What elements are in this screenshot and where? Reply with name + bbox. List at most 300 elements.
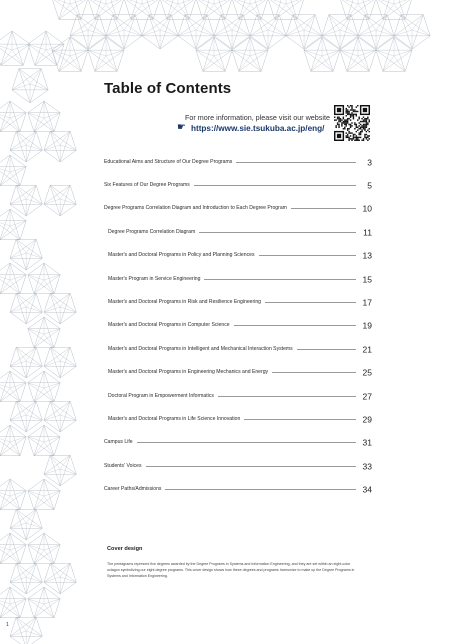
qr-module xyxy=(364,124,365,125)
qr-module xyxy=(364,127,365,128)
pentagon-motif xyxy=(44,347,76,378)
qr-module xyxy=(354,128,355,129)
pentagon-motif xyxy=(232,37,268,71)
qr-module xyxy=(367,122,368,123)
qr-module xyxy=(360,134,361,135)
qr-module xyxy=(348,128,349,129)
pentagon-motif xyxy=(10,185,42,216)
toc-entry-label: Master's and Doctoral Programs in Policy and Planning Sciences xyxy=(104,252,259,258)
toc-entry-page: 21 xyxy=(362,344,372,355)
pentagon-motif xyxy=(340,37,376,71)
qr-module xyxy=(361,125,362,126)
qr-module xyxy=(353,118,354,119)
pentagon-motif xyxy=(0,209,26,240)
qr-module xyxy=(353,137,354,138)
pentagon-motif xyxy=(0,263,26,294)
qr-module xyxy=(369,135,370,136)
pointing-hand-icon: ☛ xyxy=(177,122,186,133)
qr-module xyxy=(361,118,362,119)
pentagon-motif xyxy=(52,0,88,19)
pentagon-motif xyxy=(376,0,412,19)
qr-module xyxy=(366,131,367,132)
qr-module xyxy=(347,119,348,120)
qr-module xyxy=(356,137,357,138)
toc-entry[interactable] xyxy=(104,477,372,500)
pentagon-motif xyxy=(232,0,268,19)
website-url-link[interactable]: https://www.sie.tsukuba.ac.jp/eng/ xyxy=(190,123,325,133)
qr-module xyxy=(366,138,367,139)
toc-entry[interactable] xyxy=(104,173,372,196)
qr-module xyxy=(356,140,357,141)
qr-module xyxy=(354,124,355,125)
qr-module xyxy=(363,140,364,141)
qr-module xyxy=(367,124,368,125)
toc-entry[interactable] xyxy=(104,407,372,430)
qr-module xyxy=(366,118,367,119)
toc-entry[interactable] xyxy=(104,337,372,360)
toc-entry-page: 25 xyxy=(362,367,372,378)
qr-module xyxy=(351,109,352,110)
qr-module xyxy=(347,137,348,138)
toc-entry-label: Educational Aims and Structure of Our Degree Programs xyxy=(104,159,236,165)
qr-module xyxy=(358,125,359,126)
pentagon-motif xyxy=(358,15,394,49)
pentagon-motif xyxy=(106,15,142,49)
cover-design-heading: Cover design xyxy=(107,546,143,552)
qr-module xyxy=(348,118,349,119)
qr-module xyxy=(354,134,355,135)
qr-module xyxy=(341,122,342,123)
pentagon-motif xyxy=(88,37,124,71)
qr-module xyxy=(347,128,348,129)
qr-module xyxy=(360,121,361,122)
qr-module xyxy=(350,115,351,116)
qr-module xyxy=(358,117,359,118)
qr-module xyxy=(350,125,351,126)
qr-module xyxy=(353,111,354,112)
pentagon-motif xyxy=(304,37,340,71)
qr-module xyxy=(366,122,367,123)
qr-module xyxy=(351,114,352,115)
pentagon-motif xyxy=(44,455,76,486)
pentagon-motif xyxy=(10,401,42,432)
qr-module xyxy=(347,109,348,110)
toc-entry[interactable] xyxy=(104,361,372,384)
qr-module xyxy=(356,106,357,107)
pentagon-motif xyxy=(0,101,26,132)
pentagon-motif xyxy=(0,31,30,65)
toc-entry-page: 17 xyxy=(362,297,372,308)
qr-module xyxy=(344,124,345,125)
website-info-text: For more information, please visit our website xyxy=(184,113,330,122)
qr-module xyxy=(366,134,367,135)
toc-entry-page: 15 xyxy=(362,274,372,285)
pentagon-motif xyxy=(0,587,26,618)
qr-module xyxy=(348,124,349,125)
pentagon-motif xyxy=(28,425,60,456)
qr-module xyxy=(358,118,359,119)
qr-module xyxy=(369,131,370,132)
toc-leader-line xyxy=(104,442,356,443)
qr-module xyxy=(361,121,362,122)
qr-module xyxy=(360,137,361,138)
qr-module xyxy=(338,119,339,120)
toc-entry[interactable] xyxy=(104,384,372,407)
qr-module xyxy=(350,132,351,133)
qr-module xyxy=(354,111,355,112)
pentagon-motif xyxy=(376,37,412,71)
pentagon-motif xyxy=(28,101,60,132)
qr-module xyxy=(348,112,349,113)
qr-module xyxy=(350,117,351,118)
toc-entry-page: 11 xyxy=(363,227,372,238)
qr-module xyxy=(344,127,345,128)
qr-module xyxy=(346,108,347,109)
qr-module xyxy=(356,125,357,126)
qr-module xyxy=(350,124,351,125)
pentagon-motif xyxy=(160,0,196,19)
pentagon-motif xyxy=(10,509,42,540)
qr-module xyxy=(356,115,357,116)
qr-module xyxy=(353,135,354,136)
qr-module xyxy=(344,128,345,129)
qr-module xyxy=(367,135,368,136)
qr-module xyxy=(363,108,367,112)
qr-module xyxy=(348,138,349,139)
qr-module xyxy=(356,111,357,112)
qr-module xyxy=(337,108,341,112)
qr-module xyxy=(357,140,358,141)
qr-module xyxy=(354,109,355,110)
qr-module xyxy=(338,125,339,126)
toc-entry-page: 13 xyxy=(362,250,372,261)
qr-module xyxy=(354,137,355,138)
qr-module xyxy=(369,119,370,120)
qr-module xyxy=(348,137,349,138)
toc-entry-page: 29 xyxy=(362,414,372,425)
qr-module xyxy=(340,121,341,122)
toc-entry[interactable] xyxy=(104,220,372,243)
qr-module xyxy=(356,135,357,136)
pentagon-motif xyxy=(0,479,26,510)
qr-module xyxy=(367,118,368,119)
pentagon-motif xyxy=(28,263,60,294)
pentagon-motif xyxy=(44,131,76,162)
qr-module xyxy=(351,106,352,107)
toc-entry[interactable] xyxy=(104,314,372,337)
qr-module xyxy=(343,121,344,122)
qr-module xyxy=(356,127,357,128)
pentagon-motif xyxy=(0,155,26,186)
qr-module xyxy=(351,108,352,109)
toc-entry-label: Master's and Doctoral Programs in Life Science Innovation xyxy=(104,416,244,422)
qr-module xyxy=(340,118,341,119)
qr-module xyxy=(350,119,351,120)
qr-module xyxy=(348,140,349,141)
qr-module xyxy=(353,138,354,139)
qr-module xyxy=(347,111,348,112)
qr-module xyxy=(340,119,341,120)
qr-module xyxy=(343,122,344,123)
qr-module xyxy=(358,137,359,138)
qr-module xyxy=(346,135,347,136)
qr-module xyxy=(369,128,370,129)
qr-module xyxy=(361,131,362,132)
qr-module xyxy=(358,134,359,135)
toc-entry[interactable] xyxy=(104,290,372,313)
qr-module xyxy=(344,119,345,120)
qr-module xyxy=(348,106,349,107)
qr-module xyxy=(335,125,336,126)
qr-module xyxy=(363,127,364,128)
qr-module xyxy=(346,119,347,120)
pentagon-motif xyxy=(12,69,48,103)
qr-module xyxy=(366,125,367,126)
pentagon-motif xyxy=(28,371,60,402)
qr-module xyxy=(347,135,348,136)
toc-entry[interactable] xyxy=(104,267,372,290)
toc-entry-label: Master's and Doctoral Programs in Intelligent and Mechanical Interaction Systems xyxy=(104,346,297,352)
cover-design-section xyxy=(107,546,357,579)
qr-module xyxy=(348,131,349,132)
qr-module xyxy=(334,119,335,120)
toc-entry[interactable] xyxy=(104,431,372,454)
qr-module xyxy=(335,119,336,120)
qr-module xyxy=(357,129,358,130)
qr-module xyxy=(357,111,358,112)
qr-module xyxy=(369,138,370,139)
qr-module xyxy=(357,127,358,128)
pentagon-motif xyxy=(196,37,232,71)
qr-module xyxy=(347,134,348,135)
qr-module xyxy=(369,121,370,122)
qr-module xyxy=(347,112,348,113)
qr-module xyxy=(347,114,348,115)
qr-module xyxy=(364,134,365,135)
qr-module xyxy=(348,111,349,112)
website-url-row xyxy=(177,122,324,134)
qr-module xyxy=(346,122,347,123)
page-title: Table of Contents xyxy=(104,80,232,97)
qr-module xyxy=(343,118,344,119)
qr-module xyxy=(337,118,338,119)
qr-module xyxy=(337,124,338,125)
qr-module xyxy=(357,105,358,106)
qr-module xyxy=(366,124,367,125)
qr-module xyxy=(364,121,365,122)
qr-module xyxy=(363,138,364,139)
pentagon-motif xyxy=(28,587,60,618)
qr-module xyxy=(367,140,368,141)
pentagon-motif xyxy=(286,15,322,49)
qr-module xyxy=(364,118,365,119)
qr-module xyxy=(356,131,357,132)
toc-entry[interactable] xyxy=(104,454,372,477)
qr-module xyxy=(360,128,361,129)
qr-module xyxy=(348,114,349,115)
pentagon-motif xyxy=(10,239,42,270)
pentagon-motif xyxy=(88,0,124,19)
qr-module xyxy=(346,132,347,133)
pentagon-motif xyxy=(250,15,286,49)
toc-entry-label: Doctoral Program in Empowerment Informatics xyxy=(104,393,218,399)
qr-module xyxy=(351,125,352,126)
qr-module xyxy=(353,115,354,116)
toc-entry[interactable] xyxy=(104,150,372,173)
qr-module xyxy=(364,125,365,126)
cover-design-description: The pentagrams represent five degrees awarded by the Degree Programs in Systems and Information Engineering, and they are set within an eight-color octagon symbolizing our eight degree programs. This cover design shows how these degrees and programs harmonize to make up the Degree Programs in Systems and Information Engineering. xyxy=(107,562,355,578)
pentagon-motif xyxy=(44,563,76,594)
qr-module xyxy=(366,127,367,128)
toc-entry[interactable] xyxy=(104,244,372,267)
pentagon-motif xyxy=(28,317,60,348)
qr-module xyxy=(338,121,339,122)
qr-module xyxy=(367,129,368,130)
toc-entry-page: 33 xyxy=(362,461,372,472)
qr-module xyxy=(338,117,339,118)
qr-module xyxy=(346,125,347,126)
pentagon-motif xyxy=(10,347,42,378)
qr-module xyxy=(364,129,365,130)
toc-entry-label: Degree Programs Correlation Diagram and Introduction to Each Degree Program xyxy=(104,205,291,211)
pentagon-motif xyxy=(28,31,64,65)
pentagon-motif xyxy=(44,185,76,216)
qr-module xyxy=(367,117,368,118)
qr-module xyxy=(346,121,347,122)
qr-module xyxy=(341,125,342,126)
qr-module xyxy=(347,129,348,130)
qr-module xyxy=(353,109,354,110)
qr-module xyxy=(363,121,364,122)
qr-module xyxy=(360,132,361,133)
toc-entry-label: Master's and Doctoral Programs in Risk and Resilience Engineering xyxy=(104,299,265,305)
pentagon-motif xyxy=(10,293,42,324)
pentagon-motif xyxy=(0,371,26,402)
pentagon-motif xyxy=(178,15,214,49)
qr-module xyxy=(361,129,362,130)
pentagon-motif xyxy=(322,15,358,49)
qr-module xyxy=(353,134,354,135)
toc-entry-label: Campus Life xyxy=(104,439,137,445)
qr-module xyxy=(350,127,351,128)
toc-entry-page: 3 xyxy=(367,157,372,168)
qr-module xyxy=(356,114,357,115)
qr-module xyxy=(357,119,358,120)
qr-module xyxy=(335,127,336,128)
qr-module xyxy=(363,119,364,120)
qr-module xyxy=(337,134,341,138)
toc-entry-page: 10 xyxy=(362,203,372,214)
toc-entry-label: Six Features of Our Degree Programs xyxy=(104,182,194,188)
toc-entry[interactable] xyxy=(104,197,372,220)
toc-entry-page: 27 xyxy=(362,391,372,402)
qr-module xyxy=(347,118,348,119)
toc-entry-label: Degree Programs Correlation Diagram xyxy=(104,229,199,235)
page-number: 1 xyxy=(6,622,9,628)
qr-module xyxy=(346,109,347,110)
toc-entry-label: Career Paths/Admissions xyxy=(104,486,165,492)
qr-module xyxy=(356,138,357,139)
pentagon-motif xyxy=(0,533,26,564)
qr-module xyxy=(334,117,335,118)
qr-module xyxy=(350,105,351,106)
qr-module xyxy=(346,111,347,112)
qr-module xyxy=(338,124,339,125)
qr-module xyxy=(357,138,358,139)
pentagon-motif xyxy=(44,401,76,432)
qr-module xyxy=(344,122,345,123)
pentagon-motif xyxy=(44,293,76,324)
qr-module xyxy=(364,119,365,120)
qr-module xyxy=(337,122,338,123)
qr-module xyxy=(367,137,368,138)
toc-entry-label: Students' Voices xyxy=(104,463,146,469)
toc-entry-page: 19 xyxy=(362,320,372,331)
pentagon-motif xyxy=(142,15,178,49)
qr-module xyxy=(358,128,359,129)
qr-code-icon[interactable] xyxy=(334,105,370,141)
qr-module xyxy=(363,117,364,118)
qr-module xyxy=(338,118,339,119)
qr-module xyxy=(341,119,342,120)
qr-module xyxy=(351,132,352,133)
qr-module xyxy=(350,114,351,115)
qr-module xyxy=(347,121,348,122)
qr-module xyxy=(361,127,362,128)
qr-module xyxy=(347,122,348,123)
pentagon-motif xyxy=(28,533,60,564)
qr-module xyxy=(346,112,347,113)
qr-module xyxy=(347,105,348,106)
pentagon-motif xyxy=(28,479,60,510)
toc-entry-page: 34 xyxy=(362,484,372,495)
toc-entry-page: 5 xyxy=(367,180,372,191)
qr-module xyxy=(366,121,367,122)
qr-module xyxy=(343,117,344,118)
pentagon-motif xyxy=(10,563,42,594)
qr-module xyxy=(364,128,365,129)
qr-module xyxy=(351,138,352,139)
qr-module xyxy=(364,137,365,138)
qr-module xyxy=(358,140,359,141)
pentagon-motif xyxy=(10,617,42,644)
toc-entry-page: 31 xyxy=(362,437,372,448)
qr-module xyxy=(354,140,355,141)
qr-module xyxy=(358,132,359,133)
qr-module xyxy=(350,109,351,110)
pentagon-motif xyxy=(70,15,106,49)
qr-module xyxy=(353,117,354,118)
qr-module xyxy=(351,105,352,106)
qr-module xyxy=(360,127,361,128)
toc-entry-label: Master's and Doctoral Programs in Computer Science xyxy=(104,322,234,328)
qr-module xyxy=(364,135,365,136)
qr-module xyxy=(357,137,358,138)
pentagon-motif xyxy=(214,15,250,49)
qr-module xyxy=(363,128,364,129)
pentagon-motif xyxy=(196,0,232,19)
qr-module xyxy=(350,135,351,136)
qr-module xyxy=(351,122,352,123)
qr-module xyxy=(354,114,355,115)
pentagon-motif xyxy=(340,0,376,19)
pentagon-motif xyxy=(394,15,430,49)
qr-module xyxy=(354,122,355,123)
qr-module xyxy=(351,115,352,116)
qr-module xyxy=(356,124,357,125)
qr-module xyxy=(338,127,339,128)
qr-module xyxy=(351,112,352,113)
